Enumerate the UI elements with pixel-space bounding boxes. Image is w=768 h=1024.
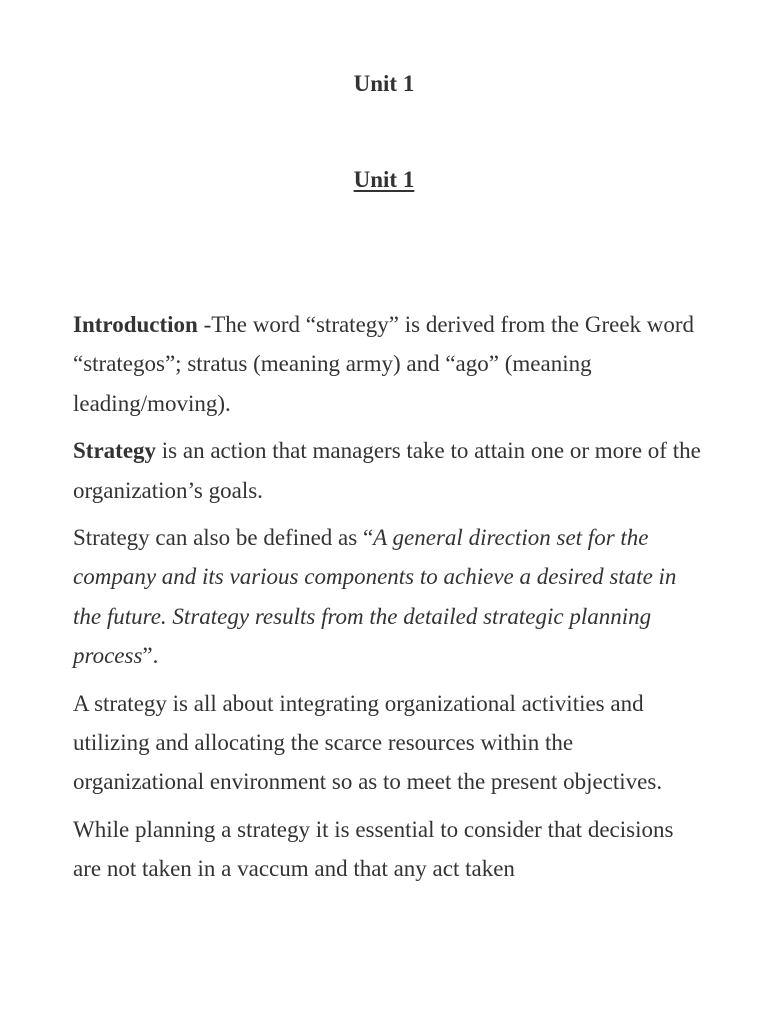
paragraph-alternate-definition (73, 518, 703, 676)
document-body (73, 305, 703, 897)
paragraph-suffix-definition: ”. (142, 643, 159, 669)
paragraph-prefix-definition: Strategy can also be defined as “ (73, 525, 374, 551)
paragraph-quote-definition: A general direction set for the company and its various components to achieve a desired state in the future. Strategy results from the detailed strategic planning process (73, 525, 677, 669)
paragraph-text-integration: A strategy is all about integrating organizational activities and utilizing and allocating the scarce resources within the organizational environment so as to meet the present objectives. (73, 690, 663, 795)
paragraph-text-planning: While planning a strategy it is essential to consider that decisions are not taken in a vaccum and that any act taken (73, 816, 674, 882)
paragraph-lead-strategy: Strategy (73, 438, 157, 464)
paragraph-planning (73, 810, 703, 889)
paragraph-text-strategy: is an action that managers take to attain one or more of the organization’s goals. (73, 438, 701, 503)
document-subtitle: Unit 1 (353, 167, 415, 192)
paragraph-text-introduction: -The word “strategy” is derived from the Greek word “strategos”; stratus (meaning army) and “ago” (meaning leading/moving). (73, 312, 695, 416)
paragraph-integration (73, 684, 703, 802)
paragraph-lead-introduction: Introduction (73, 312, 198, 337)
paragraph-strategy-definition (73, 431, 703, 510)
document-title: Unit 1 (353, 71, 415, 96)
paragraph-introduction (73, 305, 703, 423)
